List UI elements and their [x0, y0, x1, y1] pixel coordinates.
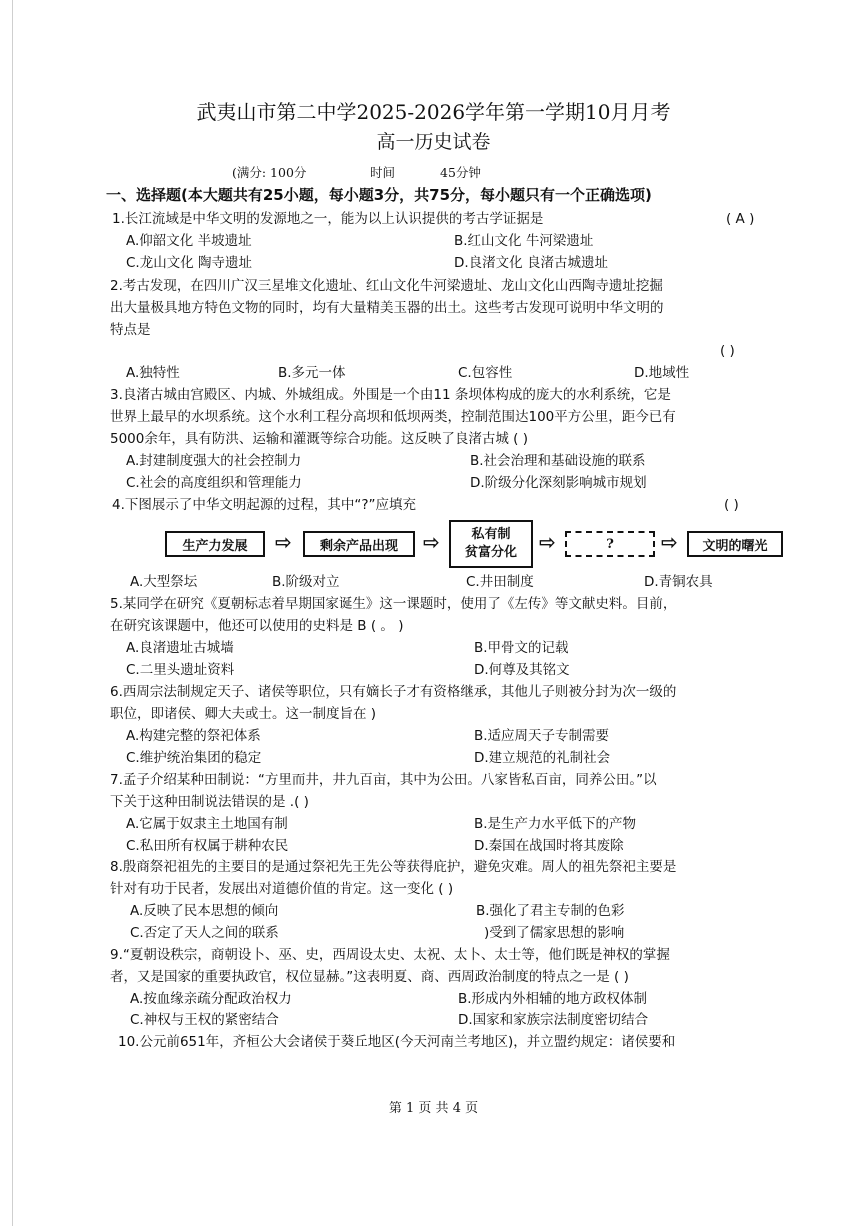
question-8-stem-line-1: 8.殷商祭祀祖先的主要目的是通过祭祀先王先公等获得庇护，避免灾难。周人的祖先祭祀主要是 — [110, 859, 677, 875]
question-1-option-c: C.龙山文化 陶寺遗址 — [126, 255, 253, 271]
question-7-stem-line-2: 下关于这种田制说法错误的是 .( ) — [110, 794, 309, 810]
question-4-option-c: C.井田制度 — [466, 574, 534, 590]
flow-step-private-ownership-line-1: 私有制 — [471, 527, 511, 542]
question-3-stem-line-2: 世界上最早的水坝系统。这个水利工程分高坝和低坝两类，控制范围达100平方公里，距今已有 — [110, 409, 676, 425]
question-3-stem-line-1: 3.良渚古城由宫殿区、内城、外城组成。外围是一个由11 条坝体构成的庞大的水利系统，它是 — [110, 387, 671, 403]
question-9-stem-line-2: 者，又是国家的重要执政官，权位显赫。”这表明夏、商、西周政治制度的特点之一是 ( ) — [110, 969, 629, 985]
question-5-option-d: D.何尊及其铭文 — [474, 662, 570, 678]
question-8-option-c: C.否定了天人之间的联系 — [130, 925, 279, 941]
question-5-option-b: B.甲骨文的记载 — [474, 640, 569, 656]
question-2-stem-line-3: 特点是 — [110, 322, 151, 338]
question-6-option-d: D.建立规范的礼制社会 — [474, 750, 611, 766]
question-1-option-d: D.良渚文化 良渚古城遗址 — [454, 255, 608, 271]
question-1-option-b: B.红山文化 牛河梁遗址 — [454, 233, 594, 249]
question-3-stem-line-3: 5000余年，具有防洪、运输和灌溉等综合功能。这反映了良渚古城 ( ) — [110, 431, 528, 447]
question-6-stem-line-1: 6.西周宗法制规定天子、诸侯等职位，只有嫡长子才有资格继承，其他儿子则被分封为次一级的 — [110, 684, 677, 700]
question-1-option-a: A.仰韶文化 半坡遗址 — [126, 233, 252, 249]
question-7-option-a: A.它属于奴隶主土地国有制 — [126, 816, 288, 832]
question-7-option-d: D.秦国在战国时将其废除 — [474, 838, 624, 854]
question-3-option-d: D.阶级分化深刻影响城市规划 — [470, 475, 647, 491]
question-4-option-d: D.青铜农具 — [644, 574, 713, 590]
question-7-option-b: B.是生产力水平低下的产物 — [474, 816, 637, 832]
question-2-stem-line-1: 2.考古发现，在四川广汉三星堆文化遗址、红山文化牛河梁遗址、龙山文化山西陶寺遗址挖掘 — [110, 278, 663, 294]
question-1-answer: ( A ) — [726, 211, 755, 227]
civilization-origin-flowchart — [165, 520, 768, 570]
question-4-stem: 4.下图展示了中华文明起源的过程，其中“?”应填充 — [112, 497, 417, 513]
question-4-option-b: B.阶级对立 — [272, 574, 340, 590]
exam-subtitle: 高一历史试卷 — [376, 131, 491, 153]
question-8-option-d: )受到了儒家思想的影响 — [484, 925, 625, 941]
question-5-option-a: A.良渚遗址古城墙 — [126, 640, 234, 656]
question-6-option-c: C.维护统治集团的稳定 — [126, 750, 262, 766]
question-6-option-b: B.适应周天子专制需要 — [474, 728, 610, 744]
question-2-answer: ( ) — [720, 343, 735, 359]
page-edge-line — [12, 0, 13, 1226]
question-2-option-b: B.多元一体 — [278, 365, 346, 381]
question-2-option-d: D.地域性 — [634, 365, 690, 381]
question-5-stem-line-2: 在研究该课题中，他还可以使用的史料是 B ( 。 ) — [110, 618, 404, 634]
flow-step-surplus: 剩余产品出现 — [303, 531, 415, 557]
section-heading: 一、选择题(本大题共有25小题，每小题3分，共75分，每小题只有一个正确选项) — [106, 186, 652, 204]
question-3-option-b: B.社会治理和基础设施的联系 — [470, 453, 646, 469]
question-8-option-b: B.强化了君主专制的色彩 — [476, 903, 625, 919]
flow-step-dawn-of-civilization: 文明的曙光 — [687, 531, 783, 557]
question-6-option-a: A.构建完整的祭祀体系 — [126, 728, 261, 744]
question-2-option-c: C.包容性 — [458, 365, 513, 381]
question-3-option-a: A.封建制度强大的社会控制力 — [126, 453, 302, 469]
question-9-option-b: B.形成内外相辅的地方政权体制 — [458, 991, 648, 1007]
question-4-option-a: A.大型祭坛 — [130, 574, 198, 590]
question-9-option-c: C.神权与王权的紧密结合 — [130, 1012, 279, 1028]
score-label: (满分: 100分 — [232, 165, 307, 180]
flow-arrow-icon: ⇨ — [539, 530, 556, 554]
exam-title: 武夷山市第二中学2025-2026学年第一学期10月月考 — [196, 100, 671, 124]
flow-arrow-icon: ⇨ — [275, 530, 292, 554]
flow-step-unknown: ? — [565, 531, 655, 557]
question-1-stem: 1.长江流域是中华文明的发源地之一，能为以上认识提供的考古学证据是 — [112, 211, 544, 227]
question-3-option-c: C.社会的高度组织和管理能力 — [126, 475, 302, 491]
flow-arrow-icon: ⇨ — [661, 530, 678, 554]
flow-step-private-ownership — [449, 520, 533, 568]
question-7-stem-line-1: 7.孟子介绍某种田制说：“方里而井，井九百亩，其中为公田。八家皆私百亩，同养公田。”以 — [110, 772, 657, 788]
question-2-stem-line-2: 出大量极具地方特色文物的同时，均有大量精美玉器的出土。这些考古发现可说明中华文明的 — [110, 300, 664, 316]
question-7-option-c: C.私田所有权属于耕种农民 — [126, 838, 289, 854]
question-8-option-a: A.反映了民本思想的倾向 — [130, 903, 279, 919]
time-value: 45分钟 — [440, 165, 481, 180]
question-9-option-a: A.按血缘亲疏分配政治权力 — [130, 991, 292, 1007]
question-2-option-a: A.独特性 — [126, 365, 180, 381]
question-10-stem-line-1: 10.公元前651年，齐桓公大会诸侯于葵丘地区(今天河南兰考地区)，并立盟约规定：诸侯要和 — [118, 1034, 676, 1050]
question-6-stem-line-2: 职位，即诸侯、卿大夫或士。这一制度旨在 ) — [110, 706, 377, 722]
question-5-option-c: C.二里头遗址资料 — [126, 662, 235, 678]
question-9-option-d: D.国家和家族宗法制度密切结合 — [458, 1012, 649, 1028]
question-9-stem-line-1: 9.“夏朝设秩宗，商朝设卜、巫、史，西周设太史、太祝、太卜、太士等，他们既是神权的掌握 — [110, 947, 670, 963]
page-number: 第 1 页 共 4 页 — [388, 1101, 479, 1116]
flow-step-private-ownership-line-2: 贫富分化 — [464, 545, 517, 560]
question-5-stem-line-1: 5.某同学在研究《夏朝标志着早期国家诞生》这一课题时，使用了《左传》等文献史料。目前， — [110, 596, 677, 612]
time-label: 时间 — [370, 165, 396, 180]
question-4-answer: ( ) — [724, 497, 739, 513]
flow-step-productivity: 生产力发展 — [165, 531, 265, 557]
question-8-stem-line-2: 针对有功于民者，发展出对道德价值的肯定。这一变化 ( ) — [110, 881, 454, 897]
flow-arrow-icon: ⇨ — [423, 530, 440, 554]
